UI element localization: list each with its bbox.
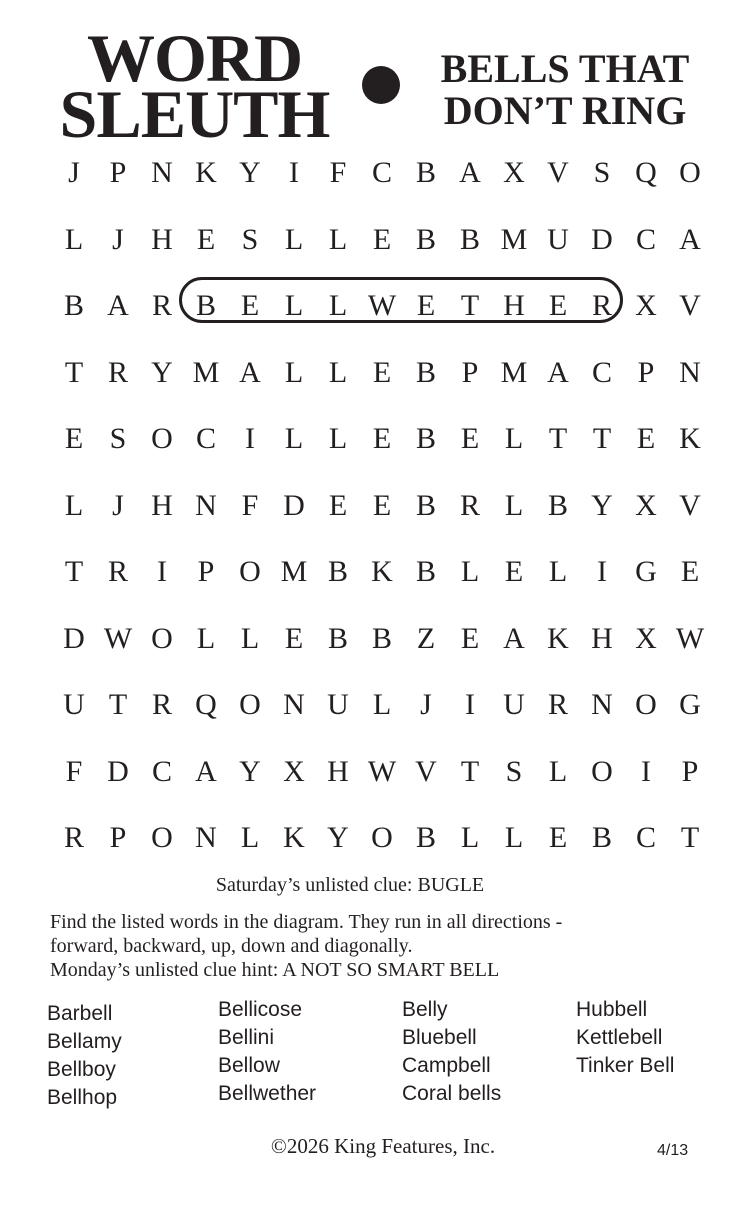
word-list-item: Belly <box>402 998 448 1021</box>
grid-letter[interactable]: R <box>151 688 172 721</box>
word-list-item: Bellow <box>218 1054 280 1077</box>
grid-letter[interactable]: A <box>239 355 261 389</box>
grid-letter[interactable]: W <box>675 621 705 655</box>
grid-letter[interactable]: T <box>64 355 84 389</box>
grid-letter[interactable]: K <box>283 821 305 854</box>
grid-letter[interactable]: B <box>415 488 436 522</box>
grid-letter[interactable]: B <box>371 621 392 655</box>
grid-letter[interactable]: L <box>548 754 568 788</box>
word-list-item: Bellwether <box>218 1082 317 1105</box>
grid-letter[interactable]: D <box>63 621 85 655</box>
grid-letter[interactable]: V <box>415 754 437 788</box>
grid-letter[interactable]: J <box>420 688 432 721</box>
grid-letter[interactable]: L <box>284 289 304 322</box>
grid-letter[interactable]: T <box>460 754 480 788</box>
grid-letter[interactable]: C <box>635 222 656 256</box>
grid-letter[interactable]: N <box>591 688 613 721</box>
grid-letter[interactable]: S <box>505 754 523 788</box>
grid-letter[interactable]: L <box>460 821 480 854</box>
grid-letter[interactable]: W <box>367 289 397 322</box>
grid-letter[interactable]: M <box>500 355 528 389</box>
grid-letter[interactable]: K <box>195 156 217 189</box>
grid-letter[interactable]: L <box>240 621 260 655</box>
grid-letter[interactable]: H <box>151 488 173 522</box>
grid-letter[interactable]: E <box>284 621 304 655</box>
grid-letter[interactable]: O <box>239 555 261 588</box>
grid-letter[interactable]: B <box>547 488 568 522</box>
grid-letter[interactable]: R <box>107 355 128 389</box>
grid-letter[interactable]: T <box>460 289 480 322</box>
grid-letter[interactable]: A <box>547 355 569 389</box>
word-list-item: Bellamy <box>47 1030 122 1053</box>
grid-letter[interactable]: P <box>461 355 479 389</box>
found-word-loop <box>179 277 623 323</box>
grid-letter[interactable]: R <box>591 289 612 322</box>
grid-letter[interactable]: I <box>245 422 255 455</box>
grid-letter[interactable]: L <box>328 289 348 322</box>
grid-letter[interactable]: M <box>500 222 528 256</box>
grid-letter[interactable]: L <box>284 355 304 389</box>
grid-letter[interactable]: M <box>280 555 308 588</box>
grid-letter[interactable]: B <box>415 555 436 588</box>
grid-letter[interactable]: O <box>151 821 173 854</box>
grid-letter[interactable]: B <box>415 821 436 854</box>
grid-letter[interactable]: U <box>547 222 569 256</box>
grid-letter[interactable]: X <box>635 621 657 655</box>
instructions-line-1: Find the listed words in the diagram. They run in all directions - <box>50 911 563 933</box>
title-line-2: SLEUTH <box>59 76 330 152</box>
grid-letter[interactable]: L <box>284 422 304 455</box>
grid-letter[interactable]: V <box>679 488 701 522</box>
grid-letter[interactable]: P <box>197 555 215 588</box>
grid-letter[interactable]: Y <box>151 355 173 389</box>
grid-letter[interactable]: R <box>459 488 480 522</box>
grid-letter[interactable]: F <box>241 488 259 522</box>
word-list-item: Tinker Bell <box>576 1054 675 1077</box>
grid-letter[interactable]: E <box>548 289 568 322</box>
grid-letter[interactable]: T <box>680 821 700 854</box>
grid-letter[interactable]: Z <box>416 621 436 655</box>
grid-letter[interactable]: R <box>63 821 84 854</box>
grid-letter[interactable]: Y <box>239 156 261 189</box>
grid-letter[interactable]: L <box>548 555 568 588</box>
grid-letter[interactable]: F <box>329 156 347 189</box>
grid-letter[interactable]: X <box>635 289 657 322</box>
word-list-item: Bellini <box>218 1026 275 1049</box>
grid-letter[interactable]: X <box>503 156 525 189</box>
grid-letter[interactable]: Y <box>327 821 349 854</box>
word-list-item: Bluebell <box>402 1026 477 1049</box>
word-list-item: Bellhop <box>47 1086 118 1109</box>
grid-letter[interactable]: E <box>372 422 392 455</box>
grid-letter[interactable]: C <box>371 156 392 189</box>
grid-letter[interactable]: J <box>112 488 124 522</box>
grid-letter[interactable]: A <box>459 156 481 189</box>
grid-letter[interactable]: T <box>548 422 568 455</box>
grid-letter[interactable]: P <box>637 355 655 389</box>
grid-letter[interactable]: D <box>107 754 129 788</box>
grid-letter[interactable]: F <box>65 754 83 788</box>
monday-hint: Monday’s unlisted clue hint: A NOT SO SMART BELL <box>50 959 500 981</box>
grid-letter[interactable]: E <box>680 555 700 588</box>
grid-letter[interactable]: E <box>416 289 436 322</box>
grid-letter[interactable]: B <box>459 222 480 256</box>
grid-letter[interactable]: S <box>109 422 127 455</box>
grid-letter[interactable]: L <box>460 555 480 588</box>
puzzle-title <box>42 20 347 152</box>
puzzle-theme <box>420 48 710 132</box>
grid-letter[interactable]: C <box>591 355 612 389</box>
grid-letter[interactable]: E <box>372 355 392 389</box>
grid-letter[interactable]: D <box>591 222 613 256</box>
grid-letter[interactable]: L <box>504 422 524 455</box>
instructions <box>50 910 700 982</box>
theme-line-2: DON’T RING <box>443 88 687 133</box>
grid-letter[interactable]: B <box>415 222 436 256</box>
grid-letter[interactable]: A <box>195 754 217 788</box>
word-list-item: Barbell <box>47 1002 113 1025</box>
grid-letter[interactable]: L <box>328 422 348 455</box>
grid-letter[interactable]: N <box>195 821 217 854</box>
grid-letter[interactable]: B <box>415 422 436 455</box>
grid-letter[interactable]: E <box>328 488 348 522</box>
grid-letter[interactable]: A <box>107 289 129 322</box>
grid-letter[interactable]: E <box>64 422 84 455</box>
grid-letter[interactable]: T <box>108 688 128 721</box>
grid-letter[interactable]: X <box>283 754 305 788</box>
grid-letter[interactable]: X <box>635 488 657 522</box>
instructions-line-2: forward, backward, up, down and diagonally. <box>50 935 413 957</box>
grid-row <box>52 752 712 819</box>
word-list-column-2 <box>218 996 316 1108</box>
grid-letter[interactable]: O <box>635 688 657 721</box>
word-list-item: Hubbell <box>576 998 648 1021</box>
grid-letter[interactable]: E <box>372 222 392 256</box>
grid-letter[interactable]: L <box>328 222 348 256</box>
grid-letter[interactable]: I <box>641 754 651 788</box>
word-list-item: Bellboy <box>47 1058 116 1081</box>
grid-letter[interactable]: H <box>591 621 613 655</box>
grid-letter[interactable]: K <box>547 621 569 655</box>
grid-letter[interactable]: L <box>504 821 524 854</box>
grid-letter[interactable]: B <box>591 821 612 854</box>
grid-letter[interactable]: A <box>503 621 525 655</box>
grid-letter[interactable]: E <box>372 488 392 522</box>
puzzle-date: 4/13 <box>657 1142 689 1159</box>
grid-letter[interactable]: L <box>284 222 304 256</box>
grid-letter[interactable]: I <box>157 555 167 588</box>
grid-letter[interactable]: U <box>327 688 349 721</box>
grid-letter[interactable]: S <box>241 222 259 256</box>
grid-letter[interactable]: L <box>504 488 524 522</box>
grid-letter[interactable]: L <box>240 821 260 854</box>
grid-letter[interactable]: O <box>239 688 261 721</box>
grid-letter[interactable]: A <box>679 222 701 256</box>
grid-letter[interactable]: H <box>151 222 173 256</box>
grid-letter[interactable]: O <box>591 754 613 788</box>
grid-letter[interactable]: G <box>679 688 701 721</box>
grid-letter[interactable]: B <box>63 289 84 322</box>
grid-row <box>52 486 712 553</box>
grid-letter[interactable]: M <box>192 355 220 389</box>
grid-letter[interactable]: O <box>151 621 173 655</box>
grid-letter[interactable]: B <box>327 621 348 655</box>
grid-letter[interactable]: W <box>103 621 133 655</box>
word-list-column-4 <box>576 996 674 1080</box>
word-list-item: Bellicose <box>218 998 303 1021</box>
grid-letter[interactable]: V <box>679 289 701 322</box>
grid-letter[interactable]: E <box>548 821 568 854</box>
grid-letter[interactable]: Y <box>239 754 261 788</box>
grid-letter[interactable]: O <box>371 821 393 854</box>
grid-letter[interactable]: H <box>503 289 525 322</box>
grid-row <box>52 419 712 486</box>
grid-letter[interactable]: L <box>196 621 216 655</box>
grid-letter[interactable]: E <box>636 422 656 455</box>
grid-letter[interactable]: L <box>64 222 84 256</box>
grid-letter[interactable]: T <box>592 422 612 455</box>
grid-letter[interactable]: K <box>679 422 701 455</box>
grid-letter[interactable]: B <box>195 289 216 322</box>
grid-letter[interactable]: E <box>504 555 524 588</box>
grid-row <box>52 619 712 686</box>
grid-letter[interactable]: C <box>635 821 656 854</box>
grid-letter[interactable]: O <box>151 422 173 455</box>
grid-letter[interactable]: R <box>547 688 568 721</box>
theme-line-1: BELLS THAT <box>440 46 690 91</box>
grid-letter[interactable]: I <box>465 688 475 721</box>
grid-letter[interactable]: E <box>196 222 216 256</box>
grid-letter[interactable]: K <box>371 555 393 588</box>
grid-letter[interactable]: O <box>679 156 701 189</box>
title-bullet-dot <box>362 66 400 104</box>
grid-letter[interactable]: Q <box>195 688 217 721</box>
grid-letter[interactable]: E <box>460 422 480 455</box>
word-list-column-1 <box>47 1000 122 1112</box>
grid-letter[interactable]: Q <box>635 156 657 189</box>
grid-letter[interactable]: N <box>151 156 173 189</box>
grid-row <box>52 353 712 420</box>
grid-letter[interactable]: I <box>289 156 299 189</box>
title-line-1: WORD <box>86 20 303 96</box>
word-list-item: Coral bells <box>402 1082 502 1105</box>
grid-letter[interactable]: J <box>112 222 124 256</box>
grid-letter[interactable]: E <box>240 289 260 322</box>
grid-row <box>52 153 712 220</box>
saturday-unlisted-clue: Saturday’s unlisted clue: BUGLE <box>215 874 485 896</box>
grid-letter[interactable]: N <box>283 688 305 721</box>
grid-row <box>52 552 712 619</box>
grid-letter[interactable]: W <box>367 754 397 788</box>
grid-letter[interactable]: S <box>593 156 611 189</box>
grid-letter[interactable]: R <box>107 555 128 588</box>
grid-letter[interactable]: T <box>64 555 84 588</box>
grid-letter[interactable]: N <box>679 355 701 389</box>
grid-letter[interactable]: C <box>195 422 216 455</box>
letter-grid <box>52 153 712 885</box>
grid-letter[interactable]: L <box>64 488 84 522</box>
grid-letter[interactable]: B <box>327 555 348 588</box>
grid-letter[interactable]: G <box>635 555 657 588</box>
grid-letter[interactable]: B <box>415 156 436 189</box>
word-list-item: Kettlebell <box>576 1026 663 1049</box>
grid-letter[interactable]: R <box>151 289 172 322</box>
grid-letter[interactable]: D <box>283 488 305 522</box>
grid-letter[interactable]: U <box>503 688 525 721</box>
word-list-item: Campbell <box>402 1054 491 1077</box>
grid-letter[interactable]: H <box>327 754 349 788</box>
grid-letter[interactable]: C <box>151 754 172 788</box>
grid-letter[interactable]: L <box>372 688 392 721</box>
grid-letter[interactable]: P <box>109 821 127 854</box>
copyright: ©2026 King Features, Inc. <box>270 1134 496 1158</box>
grid-letter[interactable]: Y <box>591 488 613 522</box>
grid-letter[interactable]: J <box>68 156 80 189</box>
grid-letter[interactable]: I <box>597 555 607 588</box>
grid-letter[interactable]: L <box>328 355 348 389</box>
grid-letter[interactable]: V <box>547 156 569 189</box>
grid-letter[interactable]: P <box>681 754 699 788</box>
grid-letter[interactable]: P <box>109 156 127 189</box>
grid-letter[interactable]: N <box>195 488 217 522</box>
grid-letter[interactable]: B <box>415 355 436 389</box>
grid-letter[interactable]: U <box>63 688 85 721</box>
grid-letter[interactable]: E <box>460 621 480 655</box>
word-list-column-3 <box>402 996 501 1108</box>
grid-row <box>52 685 712 752</box>
